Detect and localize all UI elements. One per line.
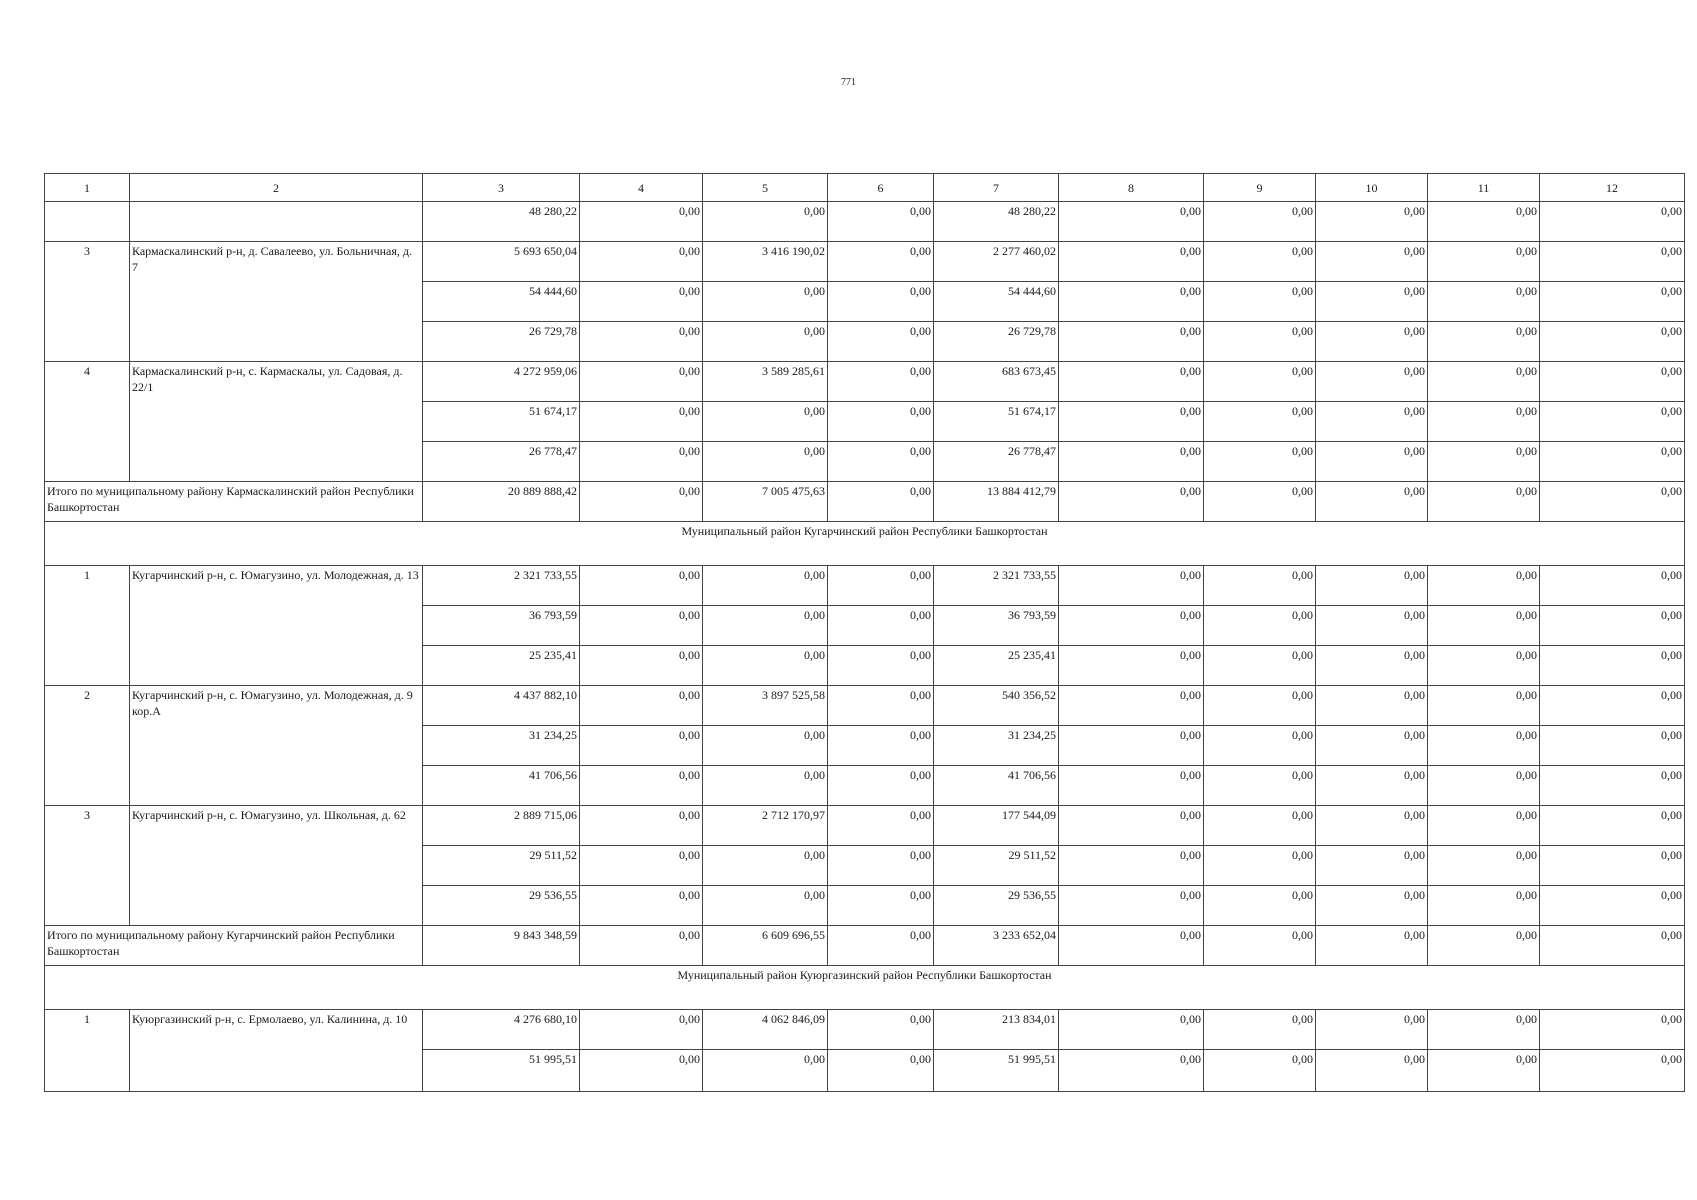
value-cell: 31 234,25	[423, 726, 580, 766]
value-cell: 0,00	[1316, 726, 1428, 766]
value-cell: 0,00	[1059, 806, 1204, 846]
value-cell: 51 995,51	[934, 1050, 1059, 1092]
value-cell: 0,00	[703, 646, 828, 686]
value-cell: 0,00	[1428, 846, 1540, 886]
value-cell: 0,00	[703, 442, 828, 482]
value-cell: 7 005 475,63	[703, 482, 828, 522]
value-cell: 0,00	[1316, 282, 1428, 322]
value-cell: 4 062 846,09	[703, 1010, 828, 1050]
value-cell: 0,00	[580, 566, 703, 606]
column-header-row	[45, 174, 1685, 202]
column-header: 7	[934, 174, 1059, 202]
value-cell: 0,00	[1316, 686, 1428, 726]
table-row	[45, 1010, 1685, 1050]
address-cell: Кугарчинский р-н, с. Юмагузино, ул. Школьная, д. 62	[130, 806, 423, 926]
table-row	[45, 686, 1685, 726]
value-cell: 0,00	[1204, 566, 1316, 606]
value-cell: 177 544,09	[934, 806, 1059, 846]
value-cell: 0,00	[1204, 402, 1316, 442]
value-cell: 0,00	[828, 322, 934, 362]
value-cell: 0,00	[1316, 1010, 1428, 1050]
value-cell: 0,00	[580, 1010, 703, 1050]
value-cell: 0,00	[1428, 1050, 1540, 1092]
total-label: Итого по муниципальному району Кугарчинский район Республики Башкортостан	[45, 926, 423, 966]
value-cell: 2 321 733,55	[423, 566, 580, 606]
value-cell: 0,00	[828, 1050, 934, 1092]
value-cell: 5 693 650,04	[423, 242, 580, 282]
column-header: 6	[828, 174, 934, 202]
value-cell: 0,00	[1428, 442, 1540, 482]
value-cell: 0,00	[1059, 362, 1204, 402]
value-cell: 0,00	[703, 402, 828, 442]
value-cell: 0,00	[1204, 806, 1316, 846]
column-header: 5	[703, 174, 828, 202]
value-cell: 29 511,52	[423, 846, 580, 886]
column-header: 2	[130, 174, 423, 202]
value-cell: 0,00	[1316, 766, 1428, 806]
value-cell: 48 280,22	[423, 202, 580, 242]
value-cell: 0,00	[1204, 482, 1316, 522]
value-cell: 36 793,59	[423, 606, 580, 646]
value-cell: 36 793,59	[934, 606, 1059, 646]
value-cell: 0,00	[580, 1050, 703, 1092]
value-cell: 9 843 348,59	[423, 926, 580, 966]
value-cell: 0,00	[1059, 886, 1204, 926]
value-cell: 0,00	[828, 766, 934, 806]
value-cell: 0,00	[580, 846, 703, 886]
value-cell: 6 609 696,55	[703, 926, 828, 966]
value-cell: 0,00	[703, 726, 828, 766]
value-cell: 0,00	[1428, 402, 1540, 442]
value-cell: 26 729,78	[423, 322, 580, 362]
value-cell: 0,00	[1059, 926, 1204, 966]
value-cell: 0,00	[828, 242, 934, 282]
value-cell: 0,00	[1059, 606, 1204, 646]
value-cell: 0,00	[1316, 322, 1428, 362]
value-cell: 0,00	[1540, 282, 1685, 322]
value-cell: 0,00	[1316, 846, 1428, 886]
value-cell: 51 995,51	[423, 1050, 580, 1092]
value-cell: 13 884 412,79	[934, 482, 1059, 522]
value-cell: 0,00	[1204, 242, 1316, 282]
column-header: 4	[580, 174, 703, 202]
value-cell: 0,00	[580, 482, 703, 522]
value-cell: 540 356,52	[934, 686, 1059, 726]
value-cell: 2 712 170,97	[703, 806, 828, 846]
value-cell: 0,00	[1428, 646, 1540, 686]
value-cell: 25 235,41	[934, 646, 1059, 686]
value-cell: 0,00	[703, 766, 828, 806]
value-cell: 4 272 959,06	[423, 362, 580, 402]
section-row	[45, 522, 1685, 566]
value-cell: 0,00	[703, 886, 828, 926]
value-cell: 0,00	[1428, 482, 1540, 522]
value-cell: 0,00	[1059, 322, 1204, 362]
value-cell: 683 673,45	[934, 362, 1059, 402]
value-cell: 0,00	[580, 766, 703, 806]
value-cell: 0,00	[828, 442, 934, 482]
row-index	[45, 202, 130, 242]
total-label: Итого по муниципальному району Кармаскалинский район Республики Башкортостан	[45, 482, 423, 522]
table-row	[45, 202, 1685, 242]
value-cell: 0,00	[1316, 402, 1428, 442]
value-cell: 0,00	[580, 726, 703, 766]
value-cell: 2 277 460,02	[934, 242, 1059, 282]
value-cell: 0,00	[1540, 606, 1685, 646]
value-cell: 0,00	[1059, 402, 1204, 442]
value-cell: 3 897 525,58	[703, 686, 828, 726]
value-cell: 51 674,17	[934, 402, 1059, 442]
column-header: 3	[423, 174, 580, 202]
value-cell: 0,00	[1428, 806, 1540, 846]
value-cell: 0,00	[580, 282, 703, 322]
value-cell: 0,00	[1204, 886, 1316, 926]
table-row	[45, 566, 1685, 606]
value-cell: 0,00	[1540, 886, 1685, 926]
value-cell: 0,00	[1059, 1010, 1204, 1050]
value-cell: 0,00	[1059, 766, 1204, 806]
value-cell: 0,00	[1204, 202, 1316, 242]
value-cell: 0,00	[1540, 202, 1685, 242]
value-cell: 0,00	[703, 846, 828, 886]
row-index: 1	[45, 566, 130, 686]
value-cell: 0,00	[828, 686, 934, 726]
value-cell: 0,00	[1316, 442, 1428, 482]
value-cell: 0,00	[1059, 566, 1204, 606]
address-cell	[130, 202, 423, 242]
value-cell: 0,00	[1540, 646, 1685, 686]
value-cell: 0,00	[1540, 766, 1685, 806]
value-cell: 0,00	[1316, 482, 1428, 522]
value-cell: 0,00	[1059, 442, 1204, 482]
value-cell: 0,00	[828, 202, 934, 242]
value-cell: 4 437 882,10	[423, 686, 580, 726]
value-cell: 0,00	[828, 282, 934, 322]
value-cell: 0,00	[1540, 686, 1685, 726]
value-cell: 0,00	[1428, 726, 1540, 766]
value-cell: 0,00	[1204, 726, 1316, 766]
value-cell: 0,00	[1428, 362, 1540, 402]
value-cell: 0,00	[580, 242, 703, 282]
column-header: 11	[1428, 174, 1540, 202]
value-cell: 51 674,17	[423, 402, 580, 442]
value-cell: 0,00	[580, 806, 703, 846]
value-cell: 4 276 680,10	[423, 1010, 580, 1050]
row-index: 2	[45, 686, 130, 806]
value-cell: 3 416 190,02	[703, 242, 828, 282]
value-cell: 0,00	[1204, 846, 1316, 886]
value-cell: 29 511,52	[934, 846, 1059, 886]
value-cell: 0,00	[580, 886, 703, 926]
value-cell: 0,00	[1316, 886, 1428, 926]
value-cell: 29 536,55	[423, 886, 580, 926]
value-cell: 0,00	[828, 1010, 934, 1050]
value-cell: 0,00	[1428, 686, 1540, 726]
value-cell: 0,00	[1316, 242, 1428, 282]
value-cell: 20 889 888,42	[423, 482, 580, 522]
value-cell: 26 729,78	[934, 322, 1059, 362]
value-cell: 0,00	[828, 886, 934, 926]
value-cell: 0,00	[1316, 926, 1428, 966]
value-cell: 0,00	[1428, 606, 1540, 646]
page-number: 771	[841, 77, 856, 88]
section-row	[45, 966, 1685, 1010]
value-cell: 0,00	[1059, 726, 1204, 766]
value-cell: 0,00	[1540, 806, 1685, 846]
value-cell: 0,00	[1204, 1010, 1316, 1050]
value-cell: 0,00	[580, 402, 703, 442]
value-cell: 0,00	[1204, 1050, 1316, 1092]
value-cell: 0,00	[1316, 646, 1428, 686]
value-cell: 2 321 733,55	[934, 566, 1059, 606]
value-cell: 0,00	[1204, 442, 1316, 482]
value-cell: 0,00	[580, 442, 703, 482]
value-cell: 0,00	[1204, 282, 1316, 322]
row-index: 4	[45, 362, 130, 482]
value-cell: 0,00	[1540, 1050, 1685, 1092]
value-cell: 0,00	[1316, 362, 1428, 402]
row-index: 1	[45, 1010, 130, 1092]
value-cell: 0,00	[1540, 726, 1685, 766]
value-cell: 0,00	[1428, 926, 1540, 966]
table-row	[45, 242, 1685, 282]
value-cell: 0,00	[1204, 766, 1316, 806]
value-cell: 0,00	[1540, 322, 1685, 362]
value-cell: 0,00	[1059, 242, 1204, 282]
value-cell: 0,00	[1316, 606, 1428, 646]
value-cell: 0,00	[1204, 606, 1316, 646]
value-cell: 0,00	[1059, 1050, 1204, 1092]
value-cell: 2 889 715,06	[423, 806, 580, 846]
value-cell: 0,00	[703, 322, 828, 362]
column-header: 9	[1204, 174, 1316, 202]
column-header: 12	[1540, 174, 1685, 202]
value-cell: 0,00	[1059, 482, 1204, 522]
value-cell: 0,00	[1540, 482, 1685, 522]
address-cell: Кугарчинский р-н, с. Юмагузино, ул. Молодежная, д. 13	[130, 566, 423, 686]
value-cell: 0,00	[1540, 926, 1685, 966]
value-cell: 41 706,56	[423, 766, 580, 806]
value-cell: 0,00	[1204, 362, 1316, 402]
value-cell: 25 235,41	[423, 646, 580, 686]
value-cell: 0,00	[580, 926, 703, 966]
value-cell: 0,00	[1428, 566, 1540, 606]
value-cell: 0,00	[1540, 242, 1685, 282]
address-cell: Куюргазинский р-н, с. Ермолаево, ул. Калинина, д. 10	[130, 1010, 423, 1092]
value-cell: 0,00	[703, 202, 828, 242]
value-cell: 0,00	[580, 362, 703, 402]
table-row	[45, 362, 1685, 402]
column-header: 10	[1316, 174, 1428, 202]
row-index: 3	[45, 242, 130, 362]
value-cell: 0,00	[1428, 242, 1540, 282]
value-cell: 0,00	[580, 322, 703, 362]
value-cell: 0,00	[828, 566, 934, 606]
value-cell: 0,00	[1059, 646, 1204, 686]
value-cell: 0,00	[1428, 886, 1540, 926]
section-title: Муниципальный район Куюргазинский район Республики Башкортостан	[45, 966, 1685, 1010]
value-cell: 3 589 285,61	[703, 362, 828, 402]
section-title: Муниципальный район Кугарчинский район Республики Башкортостан	[45, 522, 1685, 566]
total-row	[45, 482, 1685, 522]
value-cell: 0,00	[1059, 686, 1204, 726]
value-cell: 0,00	[1428, 322, 1540, 362]
value-cell: 0,00	[1428, 202, 1540, 242]
address-cell: Кугарчинский р-н, с. Юмагузино, ул. Молодежная, д. 9 кор.А	[130, 686, 423, 806]
value-cell: 0,00	[1316, 566, 1428, 606]
value-cell: 0,00	[580, 606, 703, 646]
value-cell: 31 234,25	[934, 726, 1059, 766]
row-index: 3	[45, 806, 130, 926]
value-cell: 0,00	[703, 282, 828, 322]
data-table	[44, 173, 1685, 1092]
value-cell: 213 834,01	[934, 1010, 1059, 1050]
value-cell: 0,00	[1540, 566, 1685, 606]
address-cell: Кармаскалинский р-н, д. Савалеево, ул. Больничная, д. 7	[130, 242, 423, 362]
value-cell: 54 444,60	[423, 282, 580, 322]
value-cell: 0,00	[1204, 926, 1316, 966]
value-cell: 0,00	[580, 646, 703, 686]
value-cell: 26 778,47	[423, 442, 580, 482]
value-cell: 0,00	[828, 402, 934, 442]
value-cell: 0,00	[828, 606, 934, 646]
address-cell: Кармаскалинский р-н, с. Кармаскалы, ул. Садовая, д. 22/1	[130, 362, 423, 482]
value-cell: 0,00	[828, 806, 934, 846]
value-cell: 0,00	[580, 202, 703, 242]
value-cell: 0,00	[1316, 806, 1428, 846]
value-cell: 0,00	[1316, 202, 1428, 242]
value-cell: 54 444,60	[934, 282, 1059, 322]
value-cell: 0,00	[703, 606, 828, 646]
value-cell: 48 280,22	[934, 202, 1059, 242]
value-cell: 0,00	[1428, 1010, 1540, 1050]
value-cell: 0,00	[1540, 442, 1685, 482]
value-cell: 0,00	[1204, 646, 1316, 686]
value-cell: 0,00	[828, 362, 934, 402]
value-cell: 0,00	[580, 686, 703, 726]
total-row	[45, 926, 1685, 966]
value-cell: 0,00	[1540, 362, 1685, 402]
value-cell: 0,00	[828, 846, 934, 886]
column-header: 1	[45, 174, 130, 202]
column-header: 8	[1059, 174, 1204, 202]
value-cell: 26 778,47	[934, 442, 1059, 482]
value-cell: 0,00	[1316, 1050, 1428, 1092]
value-cell: 0,00	[828, 482, 934, 522]
value-cell: 0,00	[828, 726, 934, 766]
value-cell: 0,00	[828, 926, 934, 966]
value-cell: 0,00	[1428, 766, 1540, 806]
value-cell: 0,00	[1204, 322, 1316, 362]
value-cell: 0,00	[828, 646, 934, 686]
value-cell: 0,00	[1204, 686, 1316, 726]
table-row	[45, 806, 1685, 846]
value-cell: 0,00	[1059, 202, 1204, 242]
value-cell: 0,00	[1059, 282, 1204, 322]
value-cell: 41 706,56	[934, 766, 1059, 806]
value-cell: 0,00	[1540, 846, 1685, 886]
value-cell: 0,00	[1540, 402, 1685, 442]
value-cell: 0,00	[703, 566, 828, 606]
value-cell: 0,00	[1059, 846, 1204, 886]
value-cell: 3 233 652,04	[934, 926, 1059, 966]
value-cell: 0,00	[703, 1050, 828, 1092]
value-cell: 29 536,55	[934, 886, 1059, 926]
value-cell: 0,00	[1540, 1010, 1685, 1050]
value-cell: 0,00	[1428, 282, 1540, 322]
